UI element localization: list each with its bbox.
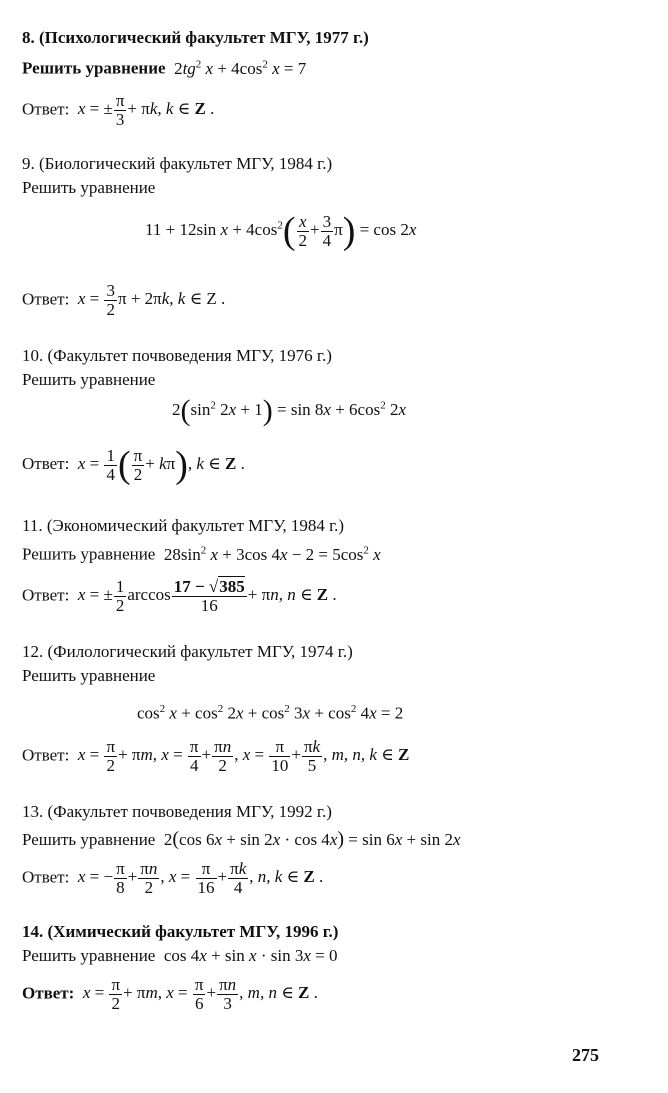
problem-9-answer-label: Ответ:	[22, 289, 70, 309]
problem-12-answer-label: Ответ:	[22, 745, 70, 765]
problem-13-task: Решить уравнение	[22, 830, 156, 849]
problem-14-equation: cos 4x + sin x · sin 3x = 0	[159, 946, 338, 965]
problem-11-equation: $28\sin^2$ x + 3cos $4x - 2 = 5\cos^2$ x	[159, 544, 381, 564]
problem-9-heading: 9. (Биологический факультет МГУ, 1984 г.)	[22, 154, 333, 173]
problem-14-heading: 14. (Химический факультет МГУ, 1996 г.)	[22, 922, 339, 941]
problem-14-task: Решить уравнение	[22, 946, 156, 965]
problem-10-answer-label: Ответ:	[22, 453, 70, 473]
problem-11-task-line	[22, 544, 381, 565]
problem-11-task: Решить уравнение	[22, 544, 156, 564]
problem-13-answer: x = − $\frac{\pi}{8}$ + $\frac{\pi n}{2}$ , x = $\frac{\pi}{16}$ + $\frac{\pi k}{4}$ , n, k ∈ Z .	[77, 859, 324, 897]
problem-14-task-line	[22, 946, 337, 966]
problem-10-heading: 10. (Факультет почвоведения МГУ, 1976 г.)	[22, 346, 332, 365]
problem-10-answer: x = $\frac{1}{4}$ ( $\frac{\pi}{2}$ + kπ), k ∈ Z .	[77, 444, 245, 486]
problem-14-answer-line	[22, 976, 318, 1013]
problem-12-heading: 12. (Филологический факультет МГУ, 1974 г.)	[22, 642, 353, 661]
problem-12-answer: x = $\frac{\pi}{2}$ + πm, x = $\frac{\pi}{4}$ + $\frac{\pi n}{2}$ , x = $\frac{\pi}{10}$ + $\frac{\pi k}{5}$ , m, n, k ∈ Z	[77, 737, 410, 775]
problem-9-task: Решить уравнение	[22, 178, 156, 197]
problem-8-answer-line	[22, 92, 214, 129]
problem-12-task: Решить уравнение	[22, 666, 156, 685]
problem-12-equation: $\cos^2 x + \cos^2 2x + \cos^2 3x + \cos^2 4x = 2$	[137, 703, 404, 723]
page-number: 275	[572, 1045, 599, 1065]
problem-12-answer-line	[22, 738, 409, 775]
problem-14-answer-label: Ответ:	[22, 983, 75, 1003]
problem-11-answer-label: Ответ:	[22, 585, 70, 605]
problem-13-equation: 2(cos 6x + sin 2x · cos 4x) = sin 6x + sin 2x	[159, 828, 461, 850]
problem-10-answer-line	[22, 446, 245, 484]
problem-8-heading: 8. (Психологический факультет МГУ, 1977 г.)	[22, 28, 369, 47]
problem-8-task: Решить уравнение	[22, 58, 166, 78]
problem-11-heading: 11. (Экономический факультет МГУ, 1984 г.)	[22, 516, 345, 535]
problem-10-equation: $2(\sin^2$ $2x + 1) = \sin 8x + 6\cos^2$ 2x	[172, 394, 407, 427]
problem-14-answer: x = $\frac{\pi}{2}$ + πm, x = $\frac{\pi}{6}$ + $\frac{\pi n}{3}$ , m, n ∈ Z .	[82, 975, 318, 1013]
problem-13-answer-line	[22, 860, 323, 897]
problem-9-answer-line	[22, 282, 225, 319]
problem-8-answer-label: Ответ:	[22, 99, 70, 119]
problem-9-answer: x = $\frac{3}{2}$ π + 2πk, k ∈ Z .	[77, 281, 226, 319]
problem-8-answer: x = ± $\frac{\pi}{3}$ + πk, k ∈ Z .	[77, 91, 215, 129]
problem-13-heading: 13. (Факультет почвоведения МГУ, 1992 г.)	[22, 802, 332, 821]
problem-13-task-line	[22, 828, 461, 851]
problem-10-task: Решить уравнение	[22, 370, 156, 389]
problem-11-answer-line	[22, 578, 337, 615]
problem-9-equation: 11 + 12sin $x + 4\cos^2$( $\frac{x}{2}$ + $\frac{3}{4}$ π) = cos 2x	[145, 210, 417, 252]
problem-8-task-line	[22, 58, 306, 79]
problem-8-equation: $2tg^2$ $x + 4\cos^2$ x = 7	[169, 58, 307, 78]
problem-11-answer: x = ± $\frac{1}{2}$ arccos $\frac{17 - √385}{16}$ + πn, n ∈ Z .	[77, 577, 337, 615]
problem-13-answer-label: Ответ:	[22, 867, 70, 887]
